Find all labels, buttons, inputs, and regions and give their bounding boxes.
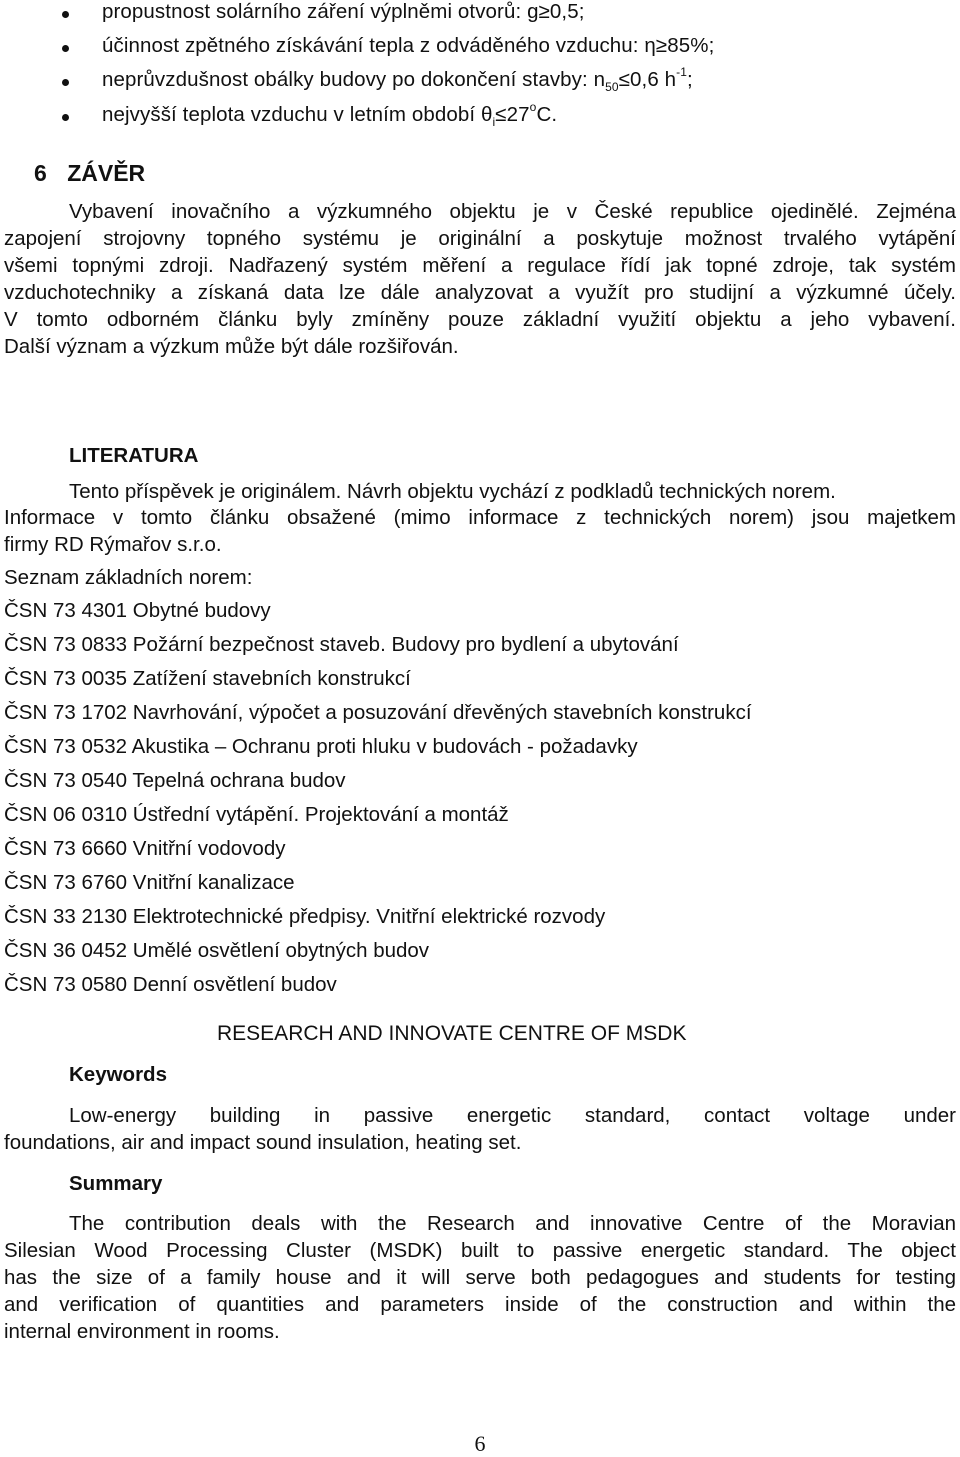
paragraph-line: internal environment in rooms. [4,1320,280,1343]
section-number: 6 [34,160,47,186]
bullet-item: propustnost solárního záření výplněmi otvorů: g≥0,5; [102,0,585,23]
bullet-dot [62,79,69,86]
paragraph-line: Vybavení inovačního a výzkumného objektu je v České republice ojedinělé. Zejména [69,200,956,223]
literature-heading: LITERATURA [69,444,199,467]
norm-item: ČSN 73 4301 Obytné budovy [4,599,271,622]
paragraph-line: všemi topnými zdroji. Nadřazený systém měření a regulace řídí jak topné zdroje, tak systém [4,254,956,277]
paragraph-line: and verification of quantities and parameters inside of the construction and within the [4,1293,956,1316]
bullet-dot [62,114,69,121]
bullet-item: účinnost zpětného získávání tepla z odváděného vzduchu: η≥85%; [102,34,715,57]
paragraph-line: vzduchotechniky a získaná data lze dále analyzovat a využít pro studijní a výzkumné účely. [4,281,956,304]
paragraph-line: Další význam a výzkum může být dále rozšiřován. [4,335,459,358]
bullet-item: nejvyšší teplota vzduchu v letním období $\theta_i\le 27^oC$. [102,100,558,130]
section-heading [34,160,145,187]
norm-item: ČSN 73 0532 Akustika – Ochranu proti hluku v budovách - požadavky [4,735,638,758]
norm-item: ČSN 73 6660 Vnitřní vodovody [4,837,286,860]
norm-item: ČSN 73 0540 Tepelná ochrana budov [4,769,346,792]
norm-item: ČSN 73 0580 Denní osvětlení budov [4,973,337,996]
norm-item: ČSN 73 0833 Požární bezpečnost staveb. Budovy pro bydlení a ubytování [4,633,679,656]
paragraph-line: Informace v tomto článku obsažené (mimo informace z technických norem) jsou majetkem [4,506,956,529]
paragraph-line: The contribution deals with the Research and innovative Centre of the Moravian [69,1212,956,1235]
section-title: ZÁVĚR [67,160,146,186]
paragraph-line: V tomto odborném článku byly zmíněny pouze základní využití objektu a jeho vybavení. [4,308,956,331]
norm-item: ČSN 36 0452 Umělé osvětlení obytných budov [4,939,430,962]
paragraph-line: has the size of a family house and it will serve both pedagogues and students for testing [4,1266,956,1289]
paragraph-line: firmy RD Rýmařov s.r.o. [4,533,222,556]
paragraph-line: Tento příspěvek je originálem. Návrh objektu vychází z podkladů technických norem. [69,480,836,503]
paragraph-line: Silesian Wood Processing Cluster (MSDK) built to passive energetic standard. The object [4,1239,956,1262]
norm-item: ČSN 73 6760 Vnitřní kanalizace [4,871,295,894]
bullet-dot [62,45,69,52]
norm-item: ČSN 73 0035 Zatížení stavebních konstrukcí [4,667,411,690]
english-title: RESEARCH AND INNOVATE CENTRE OF MSDK [217,1022,687,1045]
bullet-item: neprůvzdušnost obálky budovy po dokončení stavby: $n_{50}\le 0,6$ $h^{-1}$; [102,65,693,95]
summary-heading: Summary [69,1172,163,1195]
norm-item: ČSN 33 2130 Elektrotechnické předpisy. Vnitřní elektrické rozvody [4,905,606,928]
paragraph-line: Low-energy building in passive energetic standard, contact voltage under [69,1104,956,1127]
norm-item: ČSN 73 1702 Navrhování, výpočet a posuzování dřevěných stavebních konstrukcí [4,701,752,724]
paragraph-line: foundations, air and impact sound insulation, heating set. [4,1131,522,1154]
bullet-dot [62,11,69,18]
norm-list-label: Seznam základních norem: [4,566,253,589]
page-number: 6 [474,1431,486,1456]
paragraph-line: zapojení strojovny topného systému je originální a poskytuje možnost trvalého vytápění [4,227,956,250]
keywords-heading: Keywords [69,1063,167,1086]
norm-item: ČSN 06 0310 Ústřední vytápění. Projektování a montáž [4,803,509,826]
